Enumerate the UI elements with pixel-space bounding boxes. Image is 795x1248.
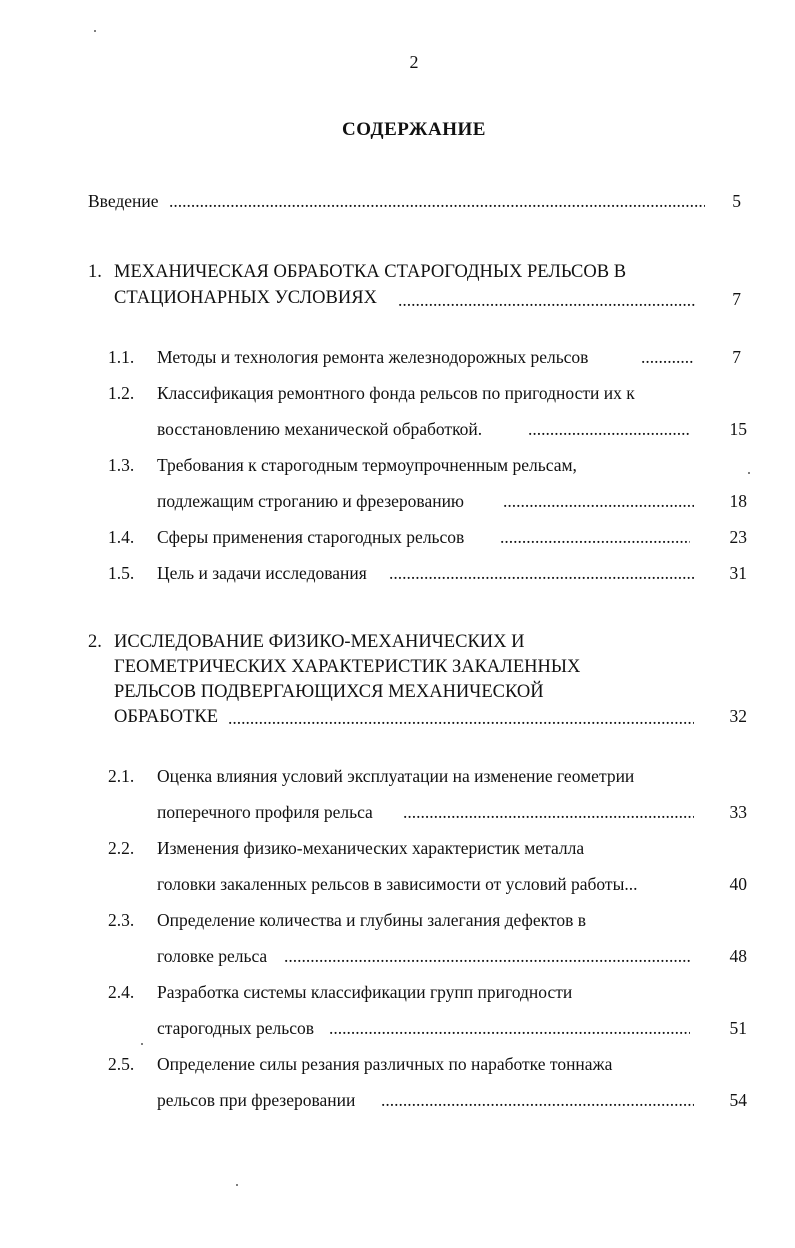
- section-page: 48: [729, 946, 747, 966]
- toc-entry-label: Введение: [88, 191, 159, 211]
- section-number: 2.1.: [108, 766, 135, 786]
- section-page: 33: [729, 802, 747, 822]
- section-page: 51: [729, 1018, 747, 1038]
- section-title-line: Разработка системы классификации групп пригодности: [157, 982, 573, 1002]
- section-title-line: головке рельса: [157, 946, 268, 966]
- section-title-line: Классификация ремонтного фонда рельсов по пригодности их к: [157, 383, 635, 403]
- chapter-title-line: ГЕОМЕТРИЧЕСКИХ ХАРАКТЕРИСТИК ЗАКАЛЕННЫХ: [114, 657, 581, 677]
- section-title-line: Методы и технология ремонта железнодорожных рельсов: [157, 347, 589, 367]
- page-number: 2: [409, 52, 419, 72]
- section-page: 40: [729, 874, 747, 894]
- scan-speck: [141, 1043, 143, 1045]
- section-number: 1.1.: [108, 347, 135, 367]
- dot-leader: [389, 563, 694, 583]
- chapter-title-line: РЕЛЬСОВ ПОДВЕРГАЮЩИХСЯ МЕХАНИЧЕСКОЙ: [114, 682, 544, 702]
- section-title-line: Определение количества и глубины залегания дефектов в: [157, 910, 586, 930]
- section-title-line: восстановлению механической обработкой.: [157, 419, 483, 439]
- dot-leader: [528, 419, 690, 439]
- section-number: 2.2.: [108, 838, 135, 858]
- section-title-line: Цель и задачи исследования: [157, 563, 367, 583]
- section-title-line: поперечного профиля рельса: [157, 802, 373, 822]
- section-title-line: Изменения физико-механических характеристик металла: [157, 838, 585, 858]
- section-title-line: Оценка влияния условий эксплуатации на изменение геометрии: [157, 766, 635, 786]
- section-page: 18: [729, 491, 747, 511]
- dot-leader: [641, 347, 694, 367]
- section-number: 1.4.: [108, 527, 135, 547]
- section-number: 2.3.: [108, 910, 135, 930]
- dot-leader: [228, 708, 694, 728]
- toc-entry-page: 5: [732, 191, 741, 211]
- section-title-line: старогодных рельсов: [157, 1018, 315, 1038]
- section-title-line: Сферы применения старогодных рельсов: [157, 527, 465, 547]
- section-number: 1.2.: [108, 383, 135, 403]
- chapter-page: 32: [729, 706, 747, 726]
- dot-leader: [329, 1018, 690, 1038]
- scan-speck: [748, 472, 750, 474]
- section-title-line: головки закаленных рельсов в зависимости от условий работы...: [157, 874, 638, 894]
- chapter-title-line: СТАЦИОНАРНЫХ УСЛОВИЯХ: [114, 288, 377, 308]
- chapter-title-line: ИССЛЕДОВАНИЕ ФИЗИКО-МЕХАНИЧЕСКИХ И: [114, 632, 525, 652]
- dot-leader: [284, 946, 690, 966]
- section-number: 2.4.: [108, 982, 135, 1002]
- dot-leader: [503, 491, 694, 511]
- section-number: 2.5.: [108, 1054, 135, 1074]
- section-page: 31: [729, 563, 747, 583]
- section-page: 54: [729, 1090, 747, 1110]
- dot-leader: [169, 191, 705, 211]
- section-title-line: Требования к старогодным термоупрочненным рельсам,: [157, 455, 577, 475]
- section-title-line: подлежащим строганию и фрезерованию: [157, 491, 465, 511]
- page-title: СОДЕРЖАНИЕ: [342, 119, 486, 140]
- scan-speck: [94, 30, 96, 32]
- dot-leader: [500, 527, 690, 547]
- chapter-number: 2.: [88, 632, 102, 652]
- dot-leader: [381, 1090, 694, 1110]
- section-number: 1.3.: [108, 455, 135, 475]
- section-page: 15: [729, 419, 747, 439]
- chapter-title-line: МЕХАНИЧЕСКАЯ ОБРАБОТКА СТАРОГОДНЫХ РЕЛЬСОВ В: [114, 262, 627, 282]
- scan-speck: [236, 1184, 238, 1186]
- dot-leader: [403, 802, 694, 822]
- dot-leader: [398, 290, 696, 310]
- section-number: 1.5.: [108, 563, 135, 583]
- chapter-page: 7: [732, 289, 741, 309]
- section-title-line: Определение силы резания различных по наработке тоннажа: [157, 1054, 613, 1074]
- section-page: 7: [732, 347, 741, 367]
- section-page: 23: [729, 527, 747, 547]
- chapter-title-line: ОБРАБОТКЕ: [114, 707, 219, 727]
- chapter-number: 1.: [88, 262, 102, 282]
- section-title-line: рельсов при фрезеровании: [157, 1090, 356, 1110]
